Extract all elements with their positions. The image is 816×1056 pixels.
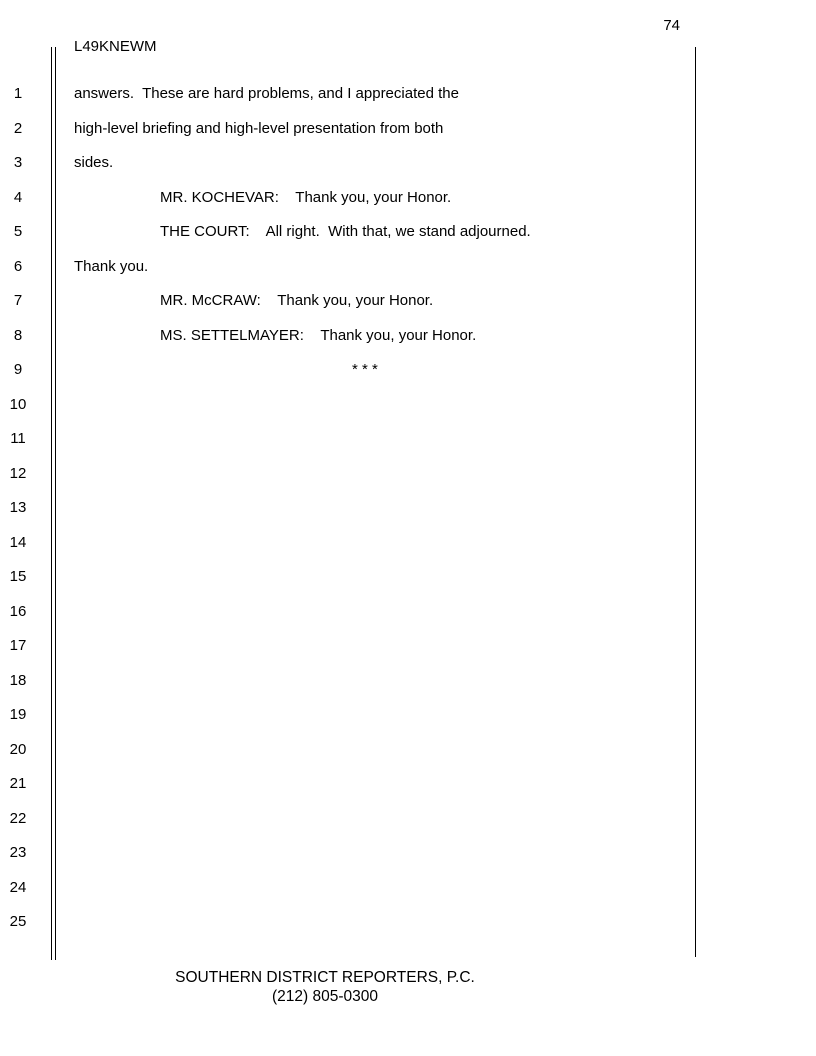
transcript-line: THE COURT: All right. With that, we stand adjourned. (160, 223, 531, 240)
line-number: 19 (9, 706, 27, 723)
line-number: 8 (13, 327, 23, 344)
line-number: 12 (9, 465, 27, 482)
line-number: 21 (9, 775, 27, 792)
line-number: 2 (13, 120, 23, 137)
right-margin-rule (695, 47, 696, 957)
case-identifier: L49KNEWM (74, 38, 157, 55)
transcript-line: MR. KOCHEVAR: Thank you, your Honor. (160, 189, 452, 206)
transcript-line: high-level briefing and high-level presentation from both (74, 120, 444, 137)
line-number: 10 (9, 396, 27, 413)
line-number: 24 (9, 879, 27, 896)
line-number: 22 (9, 810, 27, 827)
line-number: 13 (9, 499, 27, 516)
line-number: 5 (13, 223, 23, 240)
line-number: 25 (9, 913, 27, 930)
line-number: 17 (9, 637, 27, 654)
line-number: 18 (9, 672, 27, 689)
line-number: 4 (13, 189, 23, 206)
line-number: 6 (13, 258, 23, 275)
left-margin-rule-inner (55, 47, 56, 960)
reporter-phone: (212) 805-0300 (272, 988, 378, 1005)
line-number: 15 (9, 568, 27, 585)
page-number: 74 (663, 17, 680, 34)
line-number: 11 (10, 430, 26, 447)
transcript-line: MR. McCRAW: Thank you, your Honor. (160, 292, 434, 309)
line-number: 16 (9, 603, 27, 620)
line-number: 23 (9, 844, 27, 861)
transcript-line: answers. These are hard problems, and I appreciated the (74, 85, 459, 102)
line-number: 9 (13, 361, 23, 378)
transcript-line: * * * (352, 361, 378, 378)
left-margin-rule-outer (51, 47, 52, 960)
line-number: 14 (9, 534, 27, 551)
transcript-line: sides. (74, 154, 114, 171)
transcript-line: MS. SETTELMAYER: Thank you, your Honor. (160, 327, 477, 344)
line-number: 3 (13, 154, 23, 171)
line-number: 7 (13, 292, 23, 309)
reporter-company: SOUTHERN DISTRICT REPORTERS, P.C. (175, 969, 475, 986)
line-number: 20 (9, 741, 27, 758)
reporter-footer (150, 968, 500, 1006)
transcript-line: Thank you. (74, 258, 149, 275)
line-number: 1 (13, 85, 23, 102)
